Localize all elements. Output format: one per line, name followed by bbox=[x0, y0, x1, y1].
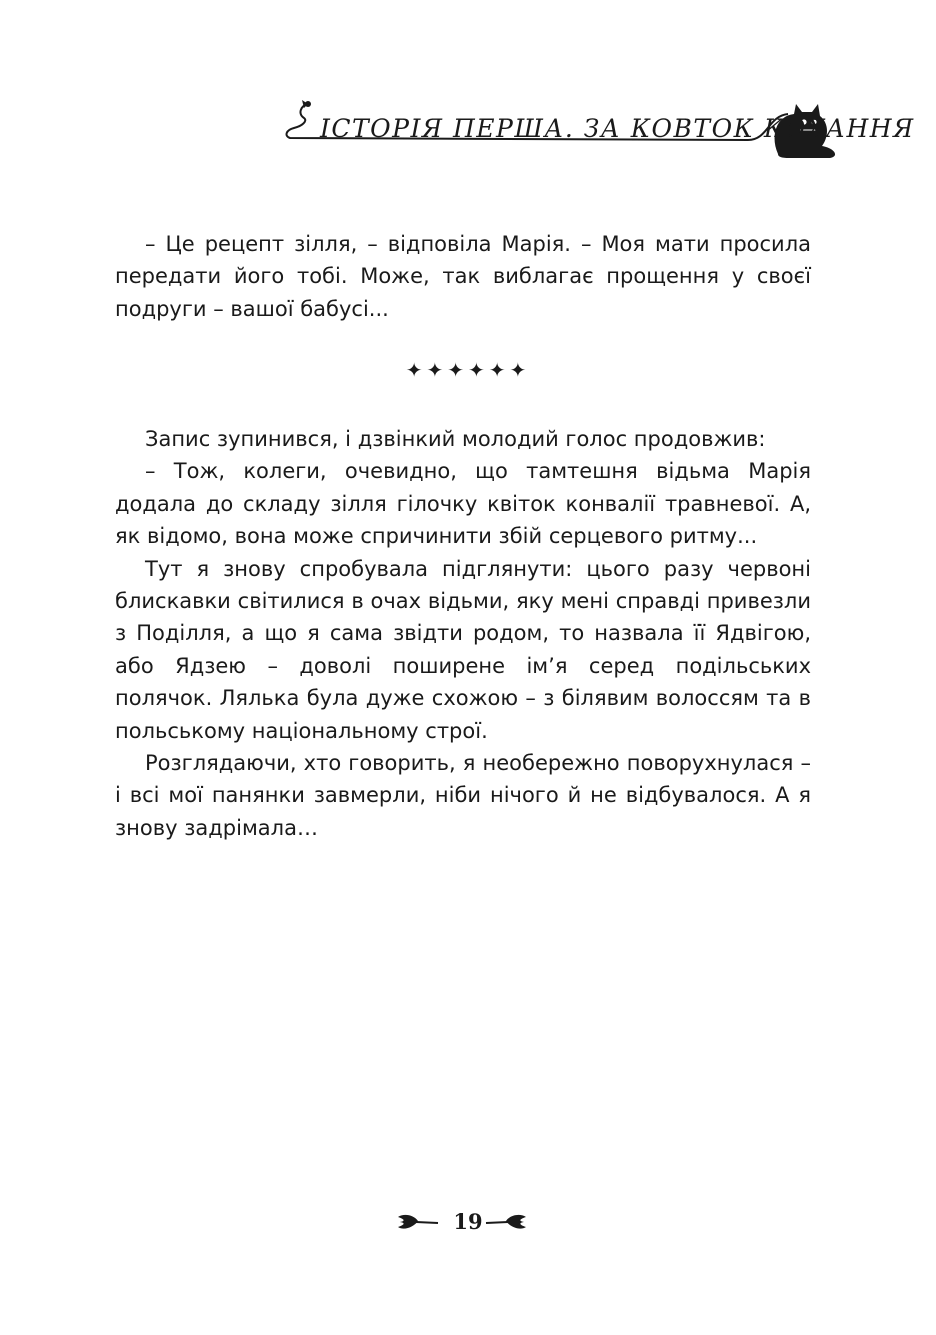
page-footer bbox=[0, 1205, 936, 1241]
paragraph: Розглядаючи, хто говорить, я необережно поворухнулася – і всі мої панянки завмерли, ніби нічого й не відбувалося. А я знову задрімала… bbox=[115, 751, 811, 840]
page-number: 19 bbox=[453, 1209, 483, 1234]
paragraph: Тут я знову спробувала підглянути: цього разу червоні блискавки світилися в очах відьми, яку мені справді привезли з Поділля, а що я сама звідти родом, то назвала її Ядвігою, або Ядзею – доволі поширене ім’я серед подільських полячок. Лялька була дуже схожою – з білявим волоссям та в польському національному строї. bbox=[115, 556, 811, 743]
paragraph: Запис зупинився, і дзвінкий молодий голос продовжив: bbox=[145, 427, 766, 451]
running-header bbox=[278, 96, 915, 168]
broom-right-icon bbox=[484, 1211, 528, 1233]
text-block-top bbox=[115, 228, 811, 325]
section-separator: ✦✦✦✦✦✦ bbox=[405, 358, 531, 382]
paragraph: – Тож, колеги, очевидно, що тамтешня відьма Марія додала до складу зілля гілочку квіток конвалії травневої. А, як відомо, вона може спричинити збій серцевого ритму... bbox=[115, 459, 811, 549]
text-block-main bbox=[115, 423, 811, 844]
paragraph: – Це рецепт зілля, – відповіла Марія. – Моя мати просила передати його тобі. Може, так виблагає прощення у своєї подруги – вашої бабусі... bbox=[115, 232, 811, 321]
header-title: ІСТОРІЯ ПЕРША. ЗА КОВТОК КОХАННЯ bbox=[320, 114, 915, 143]
